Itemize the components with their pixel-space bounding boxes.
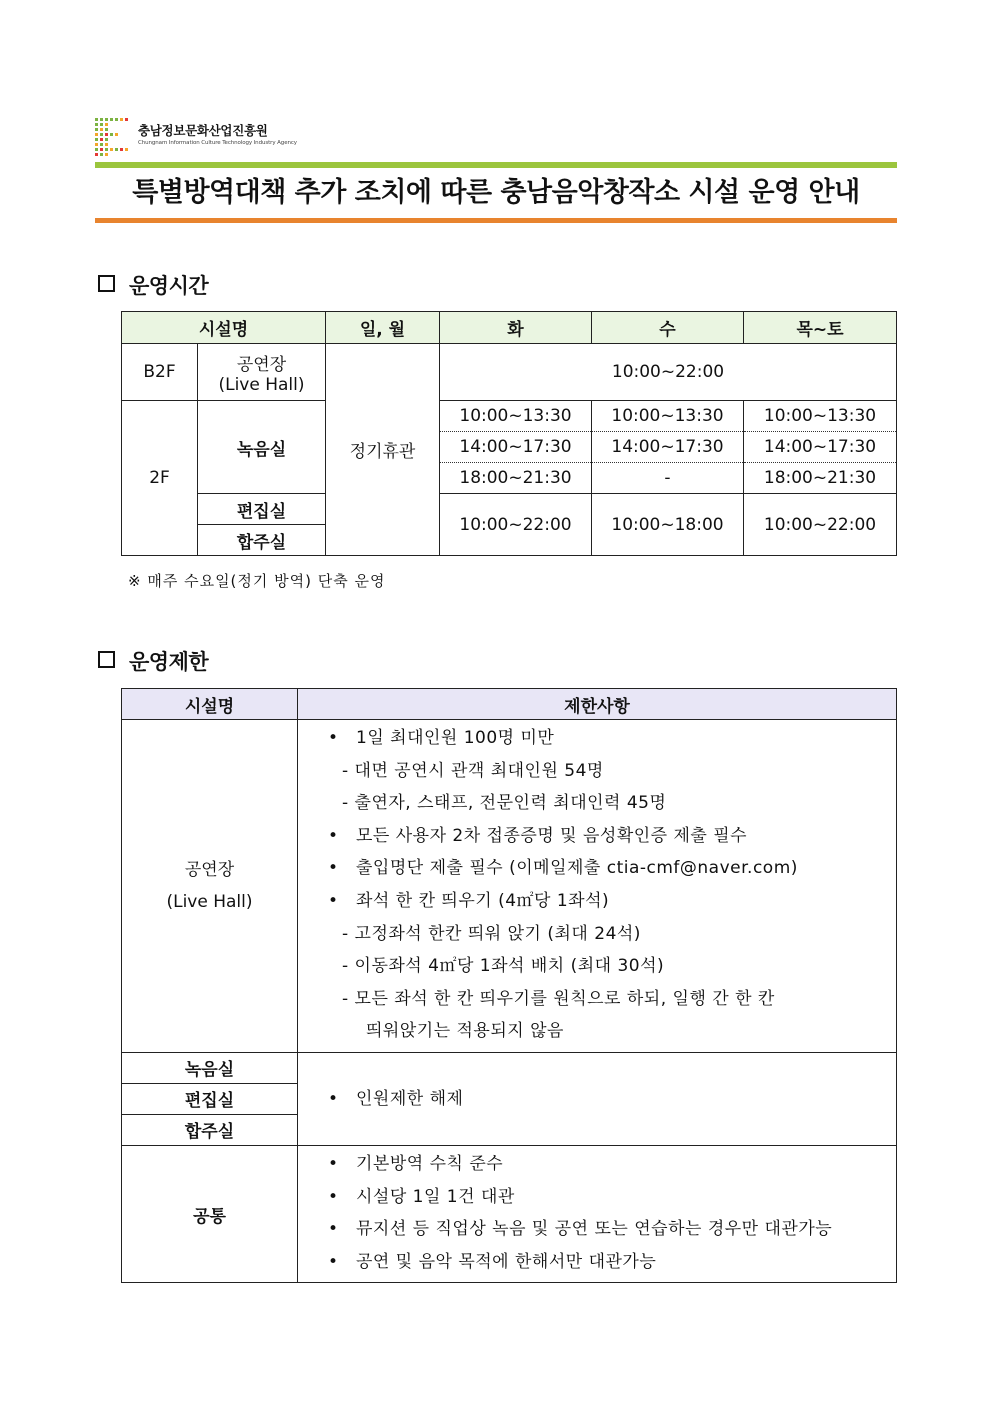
facility-editing: 편집실 [122,1083,298,1114]
facility-recording: 녹음실 [198,401,326,494]
header-restrictions: 제한사항 [298,689,897,720]
list-item: - 대면 공연시 관객 최대인원 54명 [342,760,604,781]
document-title: 특별방역대책 추가 조치에 따른 충남음악창작소 시설 운영 안내 [132,177,860,208]
recording-wed-slot-3: - [592,463,744,494]
facility-live-hall: 공연장 (Live Hall) [122,720,298,1053]
recording-thu-sat-slot-3: 18:00~21:30 [744,463,897,494]
list-item: - 모든 좌석 한 칸 띄우기를 원칙으로 하되, 일행 간 한 칸 [342,988,775,1009]
restrictions-table [121,688,897,1283]
list-item: • 기본방역 수칙 준수 [320,1148,896,1181]
list-item: • 공연 및 음악 목적에 한해서만 대관가능 [320,1246,896,1279]
checkbox-square-icon [98,275,115,292]
recording-thu-sat-slot-1: 10:00~13:30 [744,401,897,432]
recording-wed-slot-1: 10:00~13:30 [592,401,744,432]
title-bottom-bar [95,218,897,223]
operating-hours-table [121,311,897,556]
floor-2f: 2F [122,401,198,556]
list-item: - 고정좌석 한칸 띄워 앉기 (최대 24석) [342,923,641,944]
facility-recording: 녹음실 [122,1052,298,1083]
recording-wed-slot-2: 14:00~17:30 [592,432,744,463]
facility-live-hall: 공연장 (Live Hall) [198,344,326,401]
rooms-restriction: • 인원제한 해제 [298,1052,897,1145]
section-heading-hours: 운영시간 [98,270,208,300]
closed-label: 정기휴관 [326,344,440,556]
header-tue: 화 [440,312,592,344]
list-item: - 이동좌석 4㎡당 1좌석 배치 (최대 30석) [342,956,665,977]
common-restrictions [298,1145,897,1282]
floor-b2f: B2F [122,344,198,401]
editing-tue-hours: 10:00~22:00 [440,494,592,556]
facility-editing: 편집실 [198,494,326,525]
facility-ensemble: 합주실 [122,1114,298,1145]
wednesday-note: ※ 매주 수요일(정기 방역) 단축 운영 [128,572,386,590]
list-item: • 1일 최대인원 100명 미만 [320,722,896,755]
live-hall-hours: 10:00~22:00 [440,344,897,401]
list-item: • 시설당 1일 1건 대관 [320,1181,896,1214]
facility-common: 공통 [122,1145,298,1282]
header-facility: 시설명 [122,312,326,344]
list-item: • 모든 사용자 2차 접종증명 및 음성확인증 제출 필수 [320,820,896,853]
editing-thu-sat-hours: 10:00~22:00 [744,494,897,556]
title-top-bar [95,162,897,168]
list-item: • 좌석 한 칸 띄우기 (4㎡당 1좌석) [320,885,896,918]
checkbox-square-icon [98,651,115,668]
section-heading-restrictions: 운영제한 [98,646,208,676]
recording-thu-sat-slot-2: 14:00~17:30 [744,432,897,463]
list-item: - 출연자, 스태프, 전문인력 최대인력 45명 [342,793,667,814]
list-item: 띄워앉기는 적용되지 않음 [366,1021,564,1042]
recording-tue-slot-1: 10:00~13:30 [440,401,592,432]
organization-name-english: Chungnam Information Culture Technology Industry Agency [138,140,297,146]
header-thu-sat: 목~토 [744,312,897,344]
recording-tue-slot-3: 18:00~21:30 [440,463,592,494]
list-item: • 출입명단 제출 필수 (이메일제출 ctia-cmf@naver.com) [320,852,896,885]
header-wed: 수 [592,312,744,344]
live-hall-restrictions [298,720,897,1053]
editing-wed-hours: 10:00~18:00 [592,494,744,556]
organization-name: 충남정보문화산업진흥원 [138,123,268,138]
list-item: • 뮤지션 등 직업상 녹음 및 공연 또는 연습하는 경우만 대관가능 [320,1213,896,1246]
header-sun-mon: 일, 월 [326,312,440,344]
header-facility: 시설명 [122,689,298,720]
facility-ensemble: 합주실 [198,525,326,556]
recording-tue-slot-2: 14:00~17:30 [440,432,592,463]
organization-logo-icon [95,118,131,158]
